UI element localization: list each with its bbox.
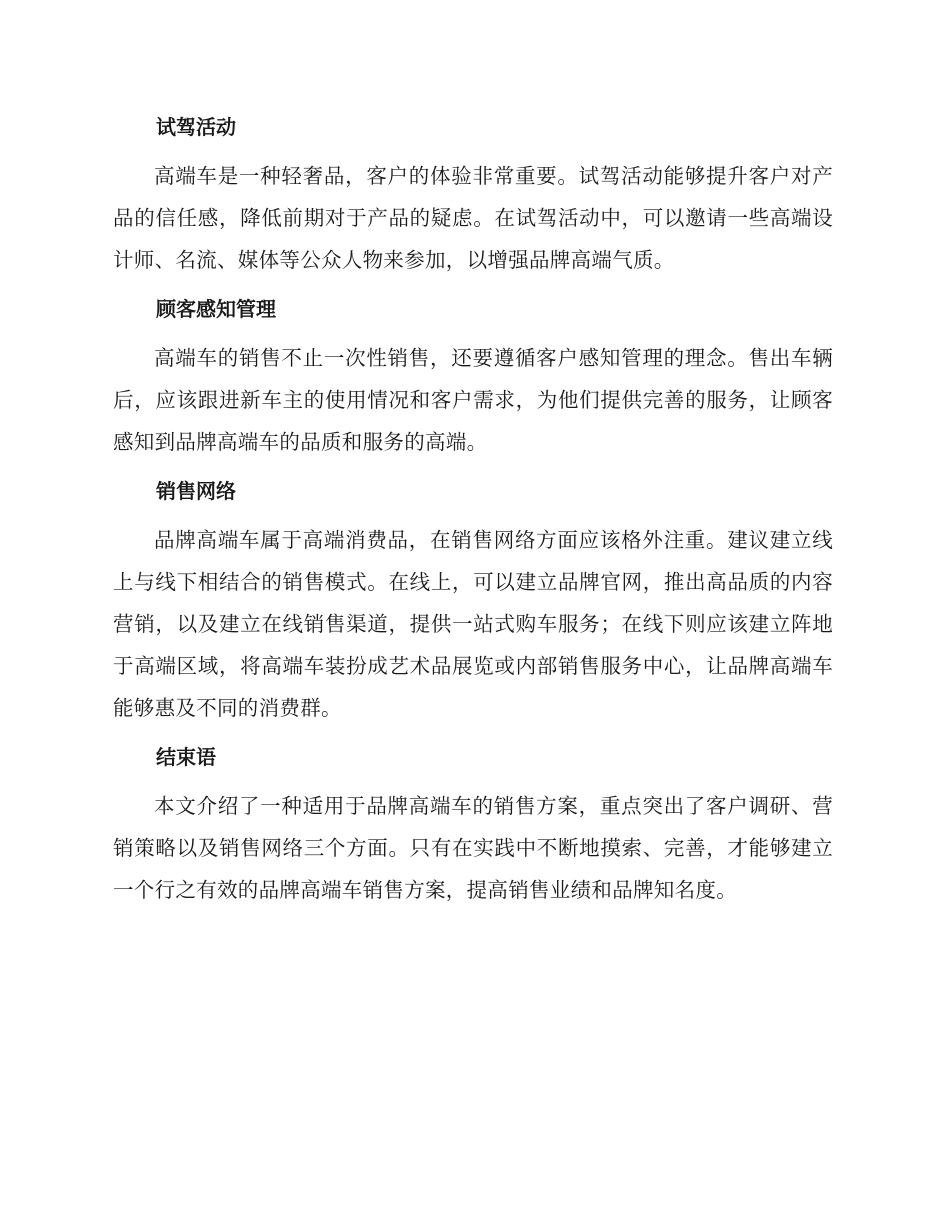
section-paragraph: 本文介绍了一种适用于品牌高端车的销售方案，重点突出了客户调研、营销策略以及销售网络三个方面。只有在实践中不断地摸索、完善，才能够建立一个行之有效的品牌高端车销售方案，提高销售业绩和品牌知名度。 (113, 794, 833, 902)
section-customer-perception (113, 290, 833, 463)
document-page (113, 108, 833, 920)
section-heading: 结束语 (156, 745, 216, 769)
section-test-drive (113, 108, 833, 281)
section-heading: 销售网络 (156, 479, 236, 503)
section-heading: 顾客感知管理 (156, 297, 276, 321)
section-paragraph: 高端车是一种轻奢品，客户的体验非常重要。试驾活动能够提升客户对产品的信任感，降低前期对于产品的疑虑。在试驾活动中，可以邀请一些高端设计师、名流、媒体等公众人物来参加，以增强品牌高端气质。 (113, 164, 833, 272)
section-paragraph: 品牌高端车属于高端消费品，在销售网络方面应该格外注重。建议建立线上与线下相结合的销售模式。在线上，可以建立品牌官网，推出高品质的内容营销，以及建立在线销售渠道，提供一站式购车服务；在线下则应该建立阵地于高端区域，将高端车装扮成艺术品展览或内部销售服务中心，让品牌高端车能够惠及不同的消费群。 (113, 528, 833, 720)
section-sales-network (113, 472, 833, 729)
section-conclusion (113, 738, 833, 911)
section-heading: 试驾活动 (156, 115, 236, 139)
section-paragraph: 高端车的销售不止一次性销售，还要遵循客户感知管理的理念。售出车辆后，应该跟进新车主的使用情况和客户需求，为他们提供完善的服务，让顾客感知到品牌高端车的品质和服务的高端。 (113, 346, 833, 454)
